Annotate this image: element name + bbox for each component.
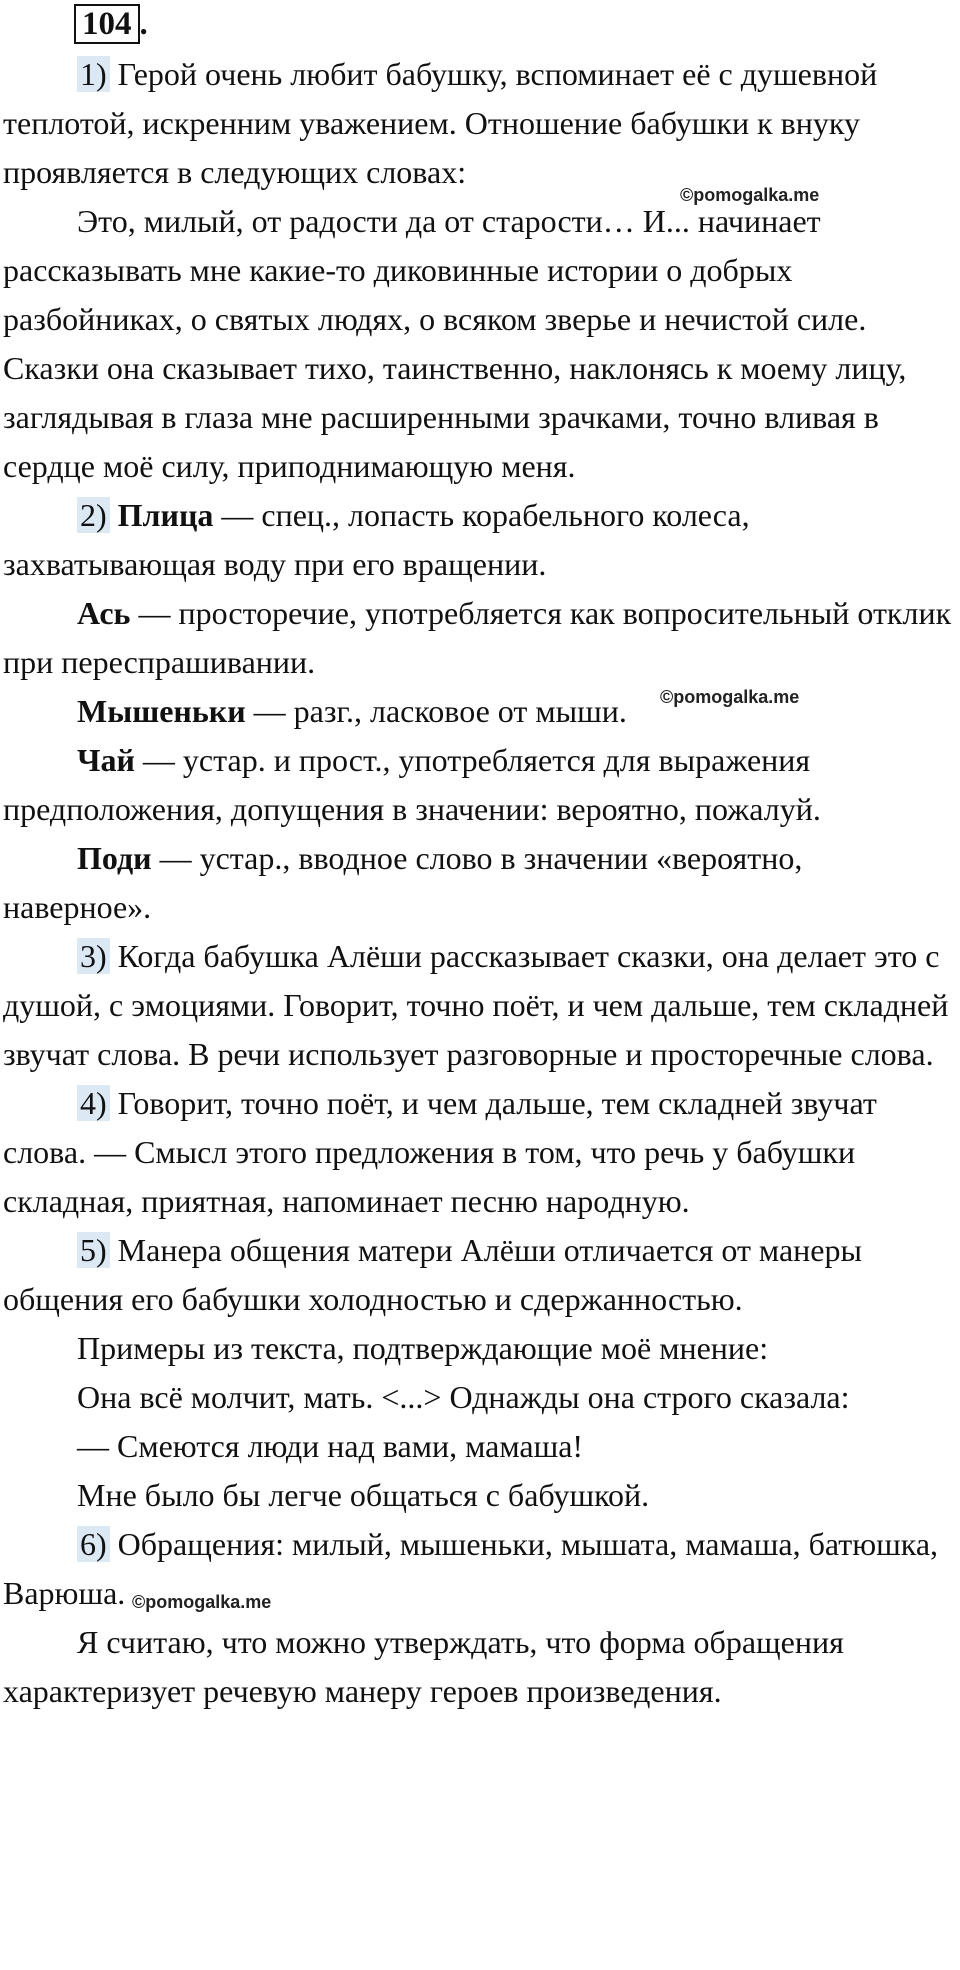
definition-chai [3,736,953,834]
task-number [74,4,148,44]
watermark: ©pomogalka.me [660,687,800,707]
definition: — разг., ласковое от мыши. [245,693,627,729]
watermark: ©pomogalka.me [680,185,820,205]
answer-text [3,50,953,1716]
item-number: 3) [77,938,110,974]
task-number-box: 104 [74,4,140,44]
item-5 [3,1226,953,1324]
definition-podi [3,834,953,932]
example-2: — Смеются люди над вами, мамаша! [77,1428,584,1464]
definition: — устар., вводное слово в значении «вероятно, наверное». [3,840,803,925]
task-number-suffix: . [139,6,148,42]
quote-paragraph: Это, милый, от радости да от старости… И... начинает рассказывать мне какие-то диковинные истории о добрых разбойниках, о святых людях, о всяком зверье и нечистой силе. Сказки она сказывает тихо, таинственно, наклонясь к моему лицу, заглядывая в глаза мне расширенными зрачками, точно вливая в сердце моё силу, приподнимающую меня. [3,203,907,484]
definition: — просторечие, употребляется как вопросительный отклик при переспрашивании. [3,595,952,680]
item-text: Манера общения матери Алёши отличается от манеры общения его бабушки холодностью и сдержанностью. [3,1232,862,1317]
item-text: Обращения: милый, мышеньки, мышата, мамаша, батюшка, Варюша. [3,1526,939,1611]
definition-myshenki [3,687,953,736]
term: Плица [117,497,214,533]
item-text: Герой очень любит бабушку, вспоминает её с душевной теплотой, искренним уважением. Отношение бабушки к внуку проявляется в следующих словах: [3,56,878,190]
definition: — устар. и прост., употребляется для выражения предположения, допущения в значении: вероятно, пожалуй. [3,742,821,827]
term: Поди [77,840,152,876]
term: Ась [77,595,131,631]
item-2 [3,491,953,589]
item-number: 4) [77,1085,110,1121]
conclusion: Я считаю, что можно утверждать, что форма обращения характеризует речевую манеру героев произведения. [3,1624,844,1709]
item-number: 5) [77,1232,110,1268]
item-number: 1) [77,56,110,92]
item-1 [3,50,953,197]
term: Чай [77,742,135,778]
item-4 [3,1079,953,1226]
item-number: 2) [77,497,110,533]
definition-as [3,589,953,687]
item-text: Говорит, точно поёт, и чем дальше, тем складней звучат слова. — Смысл этого предложения в том, что речь у бабушки складная, приятная, напоминает песню народную. [3,1085,877,1219]
example-3: Мне было бы легче общаться с бабушкой. [77,1477,650,1513]
item-text: Когда бабушка Алёши рассказывает сказки, она делает это с душой, с эмоциями. Говорит, точно поёт, и чем дальше, тем складней звучат слова. В речи использует разговорные и просторечные слова. [3,938,949,1072]
examples-intro: Примеры из текста, подтверждающие моё мнение: [77,1330,769,1366]
term: Мышеньки [77,693,246,729]
item-3 [3,932,953,1079]
watermark: ©pomogalka.me [132,1592,272,1612]
example-1: Она всё молчит, мать. <...> Однажды она строго сказала: [77,1379,850,1415]
item-number: 6) [77,1526,110,1562]
definition: — спец., лопасть корабельного колеса, захватывающая воду при его вращении. [3,497,750,582]
